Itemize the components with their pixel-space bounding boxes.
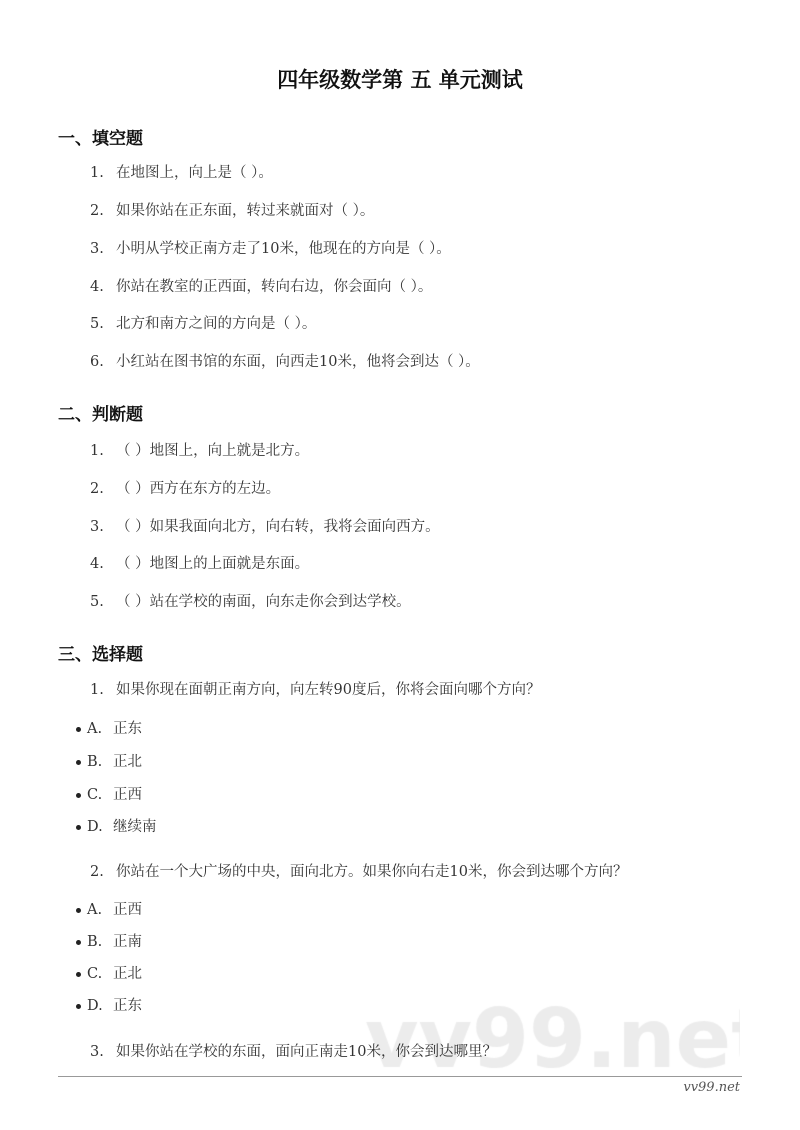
option-text: 正北 — [113, 754, 142, 770]
question-number: 2. — [90, 203, 104, 219]
question-text: （ ）如果我面向北方，向右转，我将会面向西方。 — [116, 519, 440, 535]
option-letter: A. — [87, 721, 103, 737]
option-item — [76, 752, 142, 772]
question-item — [90, 201, 374, 221]
option-letter: D. — [87, 998, 103, 1014]
footer-divider — [58, 1076, 742, 1077]
question-number: 3. — [90, 519, 104, 535]
question-number: 5. — [90, 316, 104, 332]
question-number: 3. — [90, 1044, 104, 1060]
question-item — [90, 163, 273, 183]
question-text: 小红站在图书馆的东面，向西走10米，他将会到达（ ）。 — [116, 354, 480, 370]
option-text: 正东 — [113, 721, 142, 737]
question-text: 如果你现在面朝正南方向，向左转90度后，你将会面向哪个方向？ — [116, 682, 541, 698]
bullet-icon — [76, 972, 81, 977]
question-item — [90, 352, 480, 372]
question-item — [90, 479, 280, 499]
question-number: 1. — [90, 682, 104, 698]
question-text: 北方和南方之间的方向是（ ）。 — [116, 316, 317, 332]
question-item — [90, 239, 451, 259]
bullet-icon — [76, 908, 81, 913]
option-letter: D. — [87, 819, 103, 835]
question-item — [90, 862, 627, 882]
option-item — [76, 964, 142, 984]
question-item — [90, 592, 411, 612]
option-letter: B. — [87, 934, 103, 950]
bullet-icon — [76, 793, 81, 798]
bullet-icon — [76, 727, 81, 732]
question-item — [90, 277, 432, 297]
footer-text: vv99.net — [683, 1080, 740, 1095]
question-item — [90, 554, 309, 574]
option-letter: C. — [87, 787, 103, 803]
question-number: 2. — [90, 864, 104, 880]
question-item — [90, 1042, 497, 1062]
option-item — [76, 785, 142, 805]
question-number: 4. — [90, 556, 104, 572]
option-item — [76, 817, 157, 837]
question-number: 1. — [90, 165, 104, 181]
question-text: （ ）西方在东方的左边。 — [116, 481, 281, 497]
question-number: 3. — [90, 241, 104, 257]
option-letter: A. — [87, 902, 103, 918]
question-text: 如果你站在学校的东面，面向正南走10米，你会到达哪里？ — [116, 1044, 497, 1060]
question-item — [90, 314, 316, 334]
question-text: （ ）地图上，向上就是北方。 — [116, 443, 310, 459]
option-item — [76, 996, 142, 1016]
option-text: 正南 — [113, 934, 142, 950]
question-item — [90, 517, 440, 537]
option-text: 正西 — [113, 902, 142, 918]
option-letter: C. — [87, 966, 103, 982]
question-item — [90, 680, 540, 700]
question-number: 5. — [90, 594, 104, 610]
question-number: 1. — [90, 443, 104, 459]
bullet-icon — [76, 760, 81, 765]
option-item — [76, 932, 142, 952]
bullet-icon — [76, 940, 81, 945]
question-text: 你站在教室的正西面，转向右边，你会面向（ ）。 — [116, 279, 433, 295]
option-text: 正西 — [113, 787, 142, 803]
option-text: 正北 — [113, 966, 142, 982]
question-item — [90, 441, 309, 461]
question-text: 在地图上，向上是（ ）。 — [116, 165, 273, 181]
question-number: 4. — [90, 279, 104, 295]
question-text: （ ）地图上的上面就是东面。 — [116, 556, 310, 572]
bullet-icon — [76, 825, 81, 830]
option-item — [76, 900, 142, 920]
question-text: 小明从学校正南方走了10米，他现在的方向是（ ）。 — [116, 241, 451, 257]
option-text: 继续南 — [113, 819, 157, 835]
option-item — [76, 719, 142, 739]
section-heading: 二、判断题 — [58, 405, 143, 425]
section-heading: 三、选择题 — [58, 645, 143, 665]
question-number: 6. — [90, 354, 104, 370]
option-text: 正东 — [113, 998, 142, 1014]
question-text: 如果你站在正东面，转过来就面对（ ）。 — [116, 203, 375, 219]
option-letter: B. — [87, 754, 103, 770]
question-number: 2. — [90, 481, 104, 497]
section-heading: 一、填空题 — [58, 129, 143, 149]
question-text: （ ）站在学校的南面，向东走你会到达学校。 — [116, 594, 411, 610]
bullet-icon — [76, 1004, 81, 1009]
page-title: 四年级数学第 五 单元测试 — [277, 68, 523, 92]
watermark-image — [360, 975, 740, 1085]
question-text: 你站在一个大广场的中央，面向北方。如果你向右走10米，你会到达哪个方向？ — [116, 864, 628, 880]
